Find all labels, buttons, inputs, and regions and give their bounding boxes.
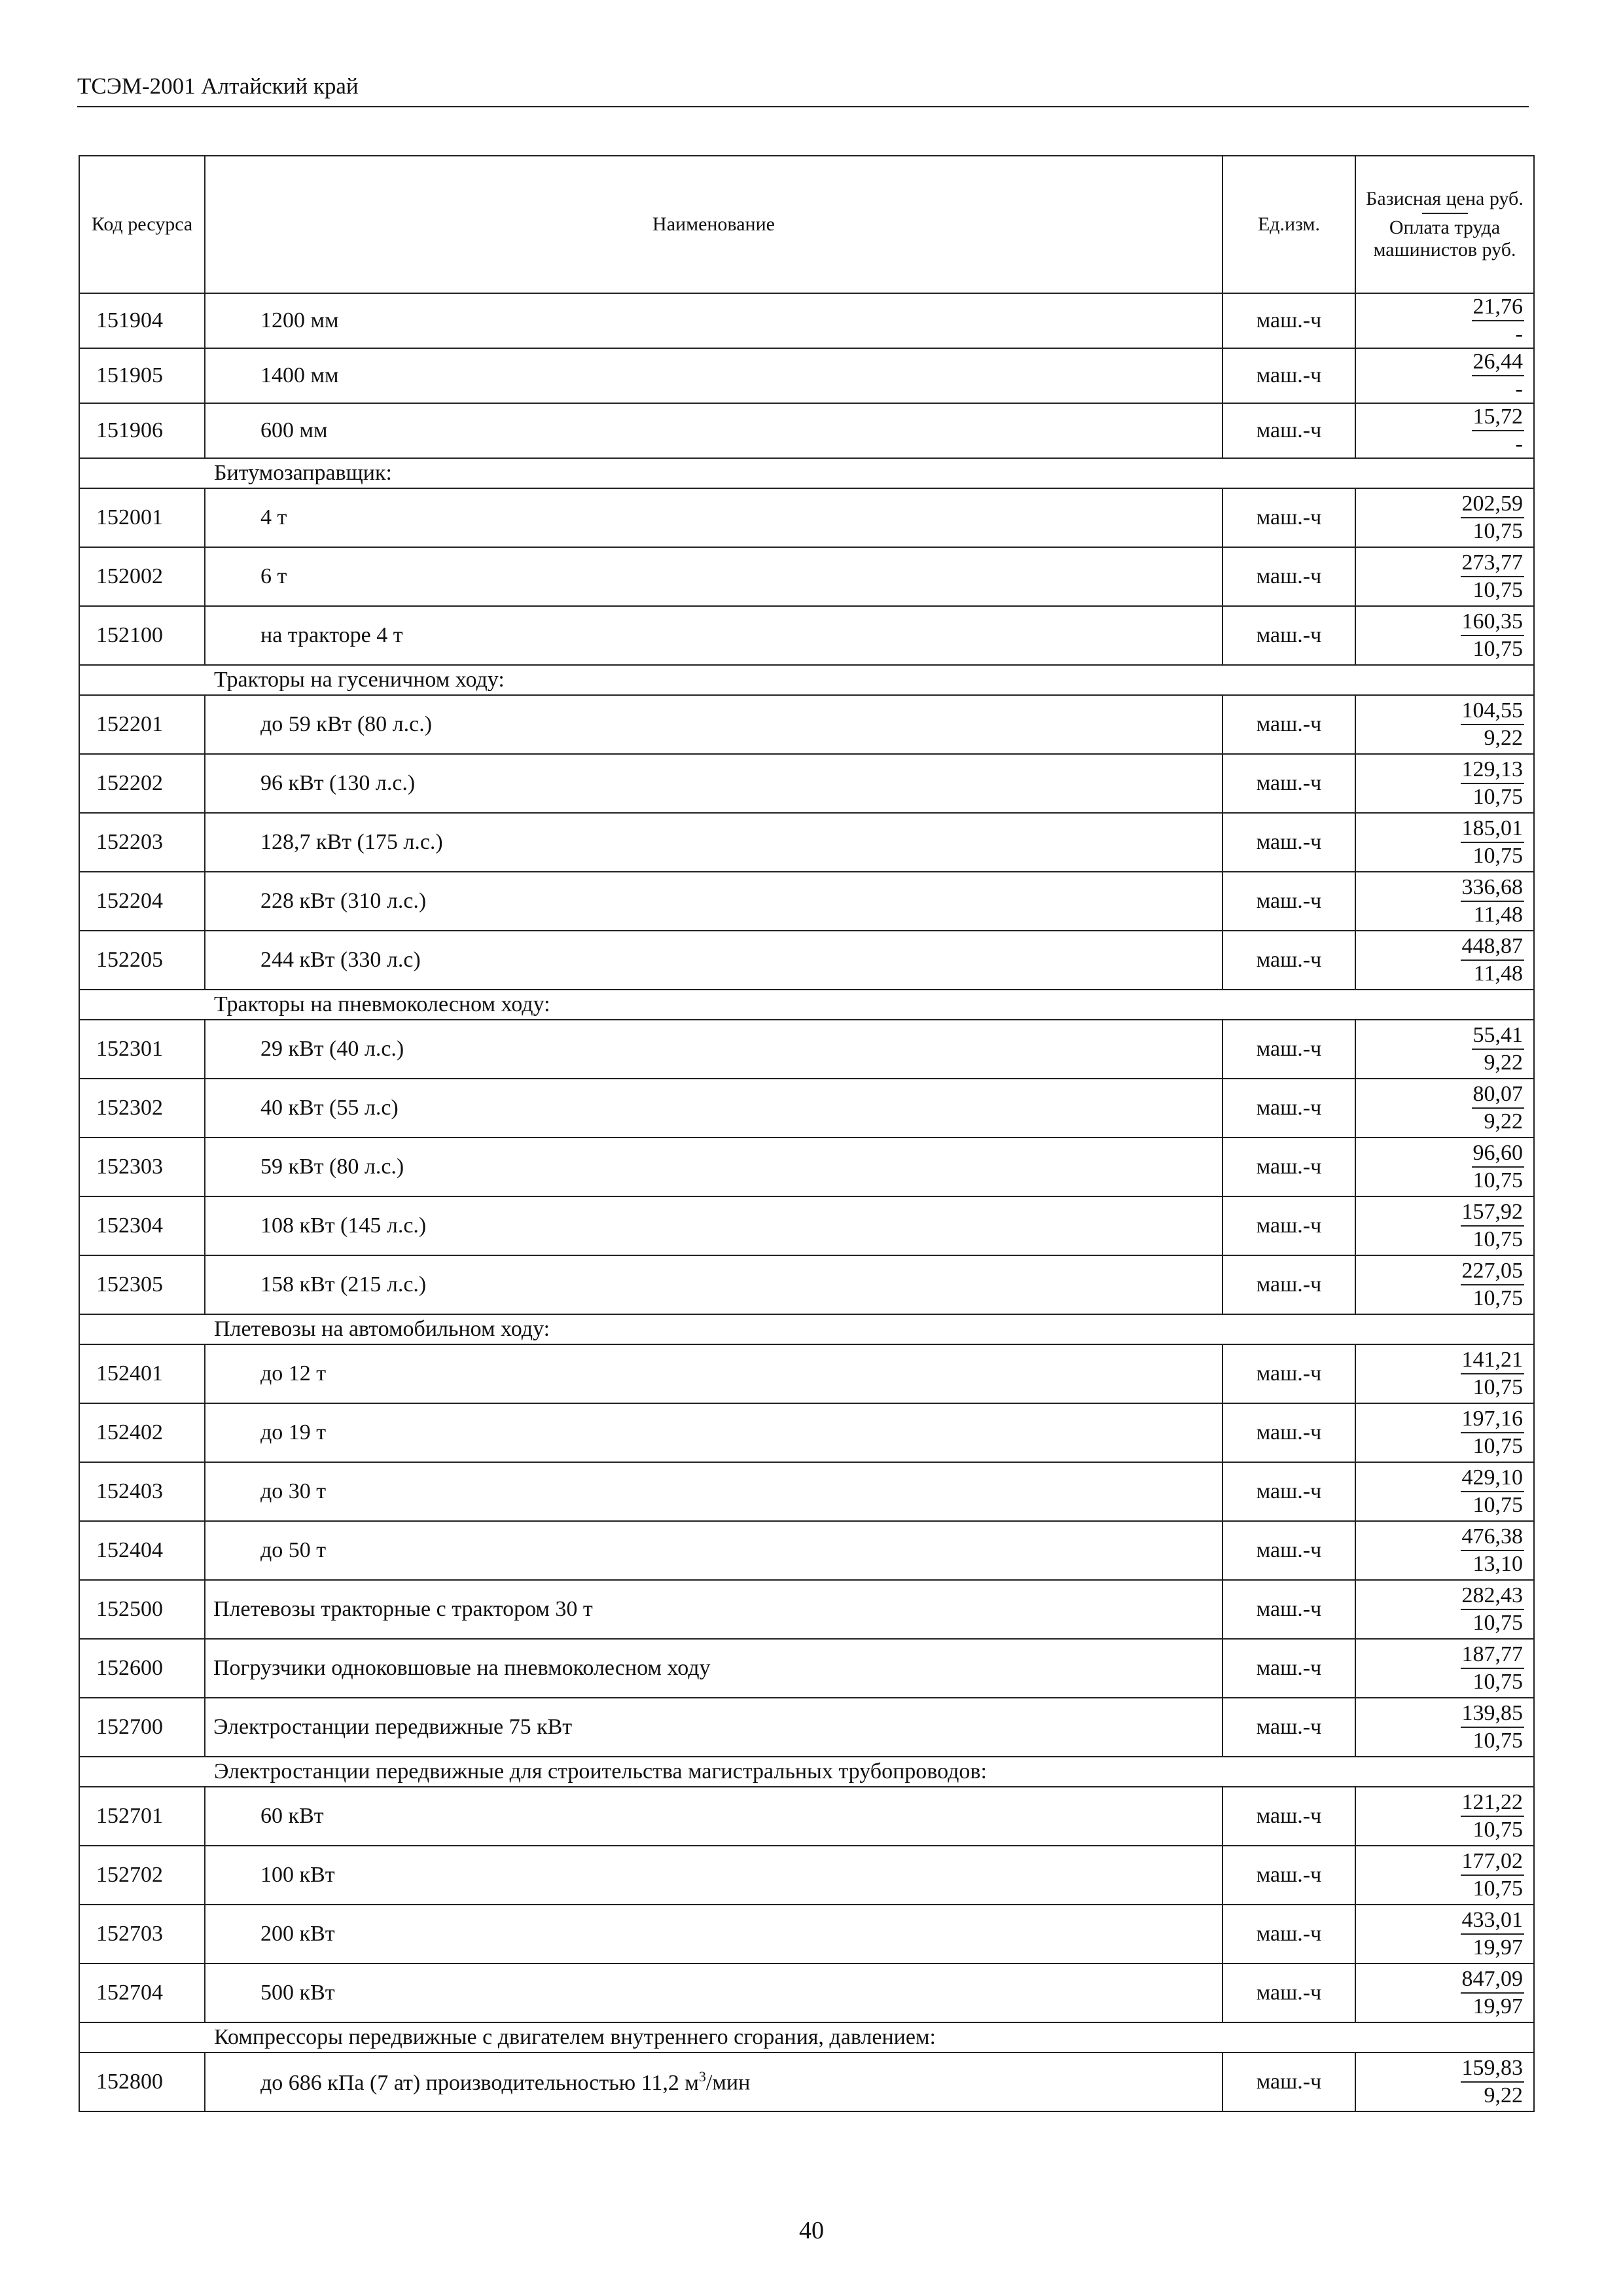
resource-name: 200 кВт [260, 1922, 335, 1946]
price-fraction [1472, 294, 1525, 348]
resource-name: 4 т [260, 505, 287, 529]
base-price: 197,16 [1461, 1406, 1525, 1433]
unit-of-measure: маш.-ч [1222, 488, 1355, 547]
base-price: 448,87 [1461, 933, 1525, 961]
price-cell [1355, 1698, 1534, 1757]
table-row [79, 1905, 1534, 1964]
resource-name-cell [205, 754, 1222, 813]
unit-of-measure: маш.-ч [1222, 1020, 1355, 1079]
resource-name-cell [205, 1905, 1222, 1964]
table-body [79, 293, 1534, 2111]
base-price: 139,85 [1461, 1700, 1525, 1728]
base-price: 202,59 [1461, 491, 1525, 518]
resource-code: 152402 [79, 1403, 205, 1462]
price-fraction [1461, 1258, 1525, 1312]
resource-name-cell [205, 1196, 1222, 1255]
price-cell [1355, 1905, 1534, 1964]
table-row [79, 1846, 1534, 1905]
group-header-row [79, 1314, 1534, 1344]
resource-code: 152304 [79, 1196, 205, 1255]
price-cell [1355, 1403, 1534, 1462]
table-row [79, 813, 1534, 872]
base-price: 433,01 [1461, 1907, 1525, 1935]
price-fraction [1461, 1465, 1525, 1518]
price-cell [1355, 754, 1534, 813]
resource-name-cell [205, 606, 1222, 665]
resource-name: Погрузчики одноковшовые на пневмоколесном ходу [213, 1656, 711, 1680]
price-fraction [1461, 1848, 1525, 1902]
base-price: 336,68 [1461, 874, 1525, 902]
resource-name-cell [205, 1639, 1222, 1698]
resource-code: 152702 [79, 1846, 205, 1905]
price-cell [1355, 1138, 1534, 1196]
resource-name-cell [205, 1462, 1222, 1521]
base-price: 159,83 [1461, 2055, 1525, 2083]
price-fraction [1461, 1966, 1525, 2020]
price-fraction [1472, 404, 1525, 457]
resource-name: до 12 т [260, 1361, 327, 1386]
resource-name-cell [205, 1403, 1222, 1462]
operator-wage: 11,48 [1473, 961, 1523, 986]
resource-name-cell [205, 695, 1222, 754]
table-row [79, 1964, 1534, 2022]
price-cell [1355, 1964, 1534, 2022]
resource-name-cell [205, 1580, 1222, 1639]
table-header-row [79, 156, 1534, 293]
unit-of-measure: маш.-ч [1222, 606, 1355, 665]
table-row [79, 872, 1534, 931]
resource-name: до 50 т [260, 1538, 327, 1562]
column-header-name: Наименование [205, 156, 1222, 293]
price-fraction [1461, 698, 1525, 751]
resource-code: 152800 [79, 2053, 205, 2111]
operator-wage: 10,75 [1472, 1227, 1523, 1251]
unit-of-measure: маш.-ч [1222, 813, 1355, 872]
price-fraction [1461, 1583, 1525, 1636]
price-table [79, 155, 1535, 2112]
price-fraction [1472, 1081, 1525, 1135]
price-cell [1355, 1196, 1534, 1255]
unit-of-measure: маш.-ч [1222, 403, 1355, 458]
price-fraction [1461, 874, 1525, 928]
resource-name: 60 кВт [260, 1804, 324, 1828]
group-title: Битумозаправщик: [79, 458, 1534, 488]
base-price: 80,07 [1472, 1081, 1525, 1109]
base-price: 177,02 [1461, 1848, 1525, 1876]
price-fraction [1461, 1700, 1525, 1754]
unit-of-measure: маш.-ч [1222, 695, 1355, 754]
resource-name-cell [205, 931, 1222, 990]
price-fraction [1472, 349, 1525, 403]
base-price: 141,21 [1461, 1347, 1525, 1374]
resource-name: 108 кВт (145 л.с.) [260, 1213, 427, 1238]
table-row [79, 348, 1534, 403]
resource-code: 151904 [79, 293, 205, 348]
price-cell [1355, 1787, 1534, 1846]
column-header-price [1355, 156, 1534, 293]
table-row [79, 1344, 1534, 1403]
group-header-row [79, 990, 1534, 1020]
group-title: Тракторы на пневмоколесном ходу: [79, 990, 1534, 1020]
price-cell [1355, 403, 1534, 458]
resource-name-cell [205, 293, 1222, 348]
table-row [79, 1698, 1534, 1757]
resource-name: 158 кВт (215 л.с.) [260, 1272, 427, 1297]
price-cell [1355, 1079, 1534, 1138]
resource-name-cell [205, 1344, 1222, 1403]
table-row [79, 1403, 1534, 1462]
price-cell [1355, 488, 1534, 547]
resource-name: до 686 кПа (7 ат) производительностью 11,2 м [260, 2070, 699, 2095]
resource-code: 152303 [79, 1138, 205, 1196]
base-price: 429,10 [1461, 1465, 1525, 1492]
unit-of-measure: маш.-ч [1222, 1787, 1355, 1846]
price-cell [1355, 1020, 1534, 1079]
table-row [79, 1787, 1534, 1846]
base-price: 121,22 [1461, 1789, 1525, 1817]
operator-wage: 10,75 [1472, 1818, 1523, 1842]
price-header-base: Базисная цена руб. [1366, 188, 1524, 209]
resource-code: 152600 [79, 1639, 205, 1698]
price-fraction [1472, 1140, 1525, 1194]
operator-wage: 10,75 [1472, 1729, 1523, 1753]
resource-code: 152703 [79, 1905, 205, 1964]
table-row [79, 1255, 1534, 1314]
group-header-row [79, 2022, 1534, 2053]
table-row [79, 1580, 1534, 1639]
unit-of-measure: маш.-ч [1222, 1521, 1355, 1580]
price-cell [1355, 547, 1534, 606]
table-row [79, 293, 1534, 348]
unit-of-measure: маш.-ч [1222, 931, 1355, 990]
price-fraction [1461, 1641, 1525, 1695]
operator-wage: 19,97 [1472, 1994, 1523, 2018]
resource-code: 152002 [79, 547, 205, 606]
price-fraction [1461, 491, 1525, 545]
resource-name: 100 кВт [260, 1863, 335, 1887]
operator-wage: 10,75 [1472, 637, 1523, 661]
price-cell [1355, 1846, 1534, 1905]
resource-name-cell [205, 348, 1222, 403]
base-price: 847,09 [1461, 1966, 1525, 1994]
group-header-row [79, 458, 1534, 488]
operator-wage: 10,75 [1472, 1876, 1523, 1901]
base-price: 273,77 [1461, 550, 1525, 577]
resource-name: на тракторе 4 т [260, 623, 403, 647]
price-fraction [1461, 550, 1525, 603]
price-cell [1355, 606, 1534, 665]
group-title: Компрессоры передвижные с двигателем внутреннего сгорания, давлением: [79, 2022, 1534, 2053]
operator-wage: 9,22 [1484, 726, 1523, 750]
resource-name: 1400 мм [260, 363, 339, 387]
operator-wage: 10,75 [1472, 1493, 1523, 1517]
page-header [77, 73, 1529, 107]
resource-code: 152302 [79, 1079, 205, 1138]
price-fraction [1472, 1022, 1525, 1076]
resource-code: 152701 [79, 1787, 205, 1846]
resource-name: 600 мм [260, 418, 328, 442]
operator-wage: 10,75 [1472, 785, 1523, 809]
price-header-wage: Оплата труда машинистов руб. [1373, 217, 1516, 260]
unit-of-measure: маш.-ч [1222, 1964, 1355, 2022]
base-price: 187,77 [1461, 1641, 1525, 1669]
price-cell [1355, 1255, 1534, 1314]
operator-wage: 9,22 [1484, 1050, 1523, 1075]
resource-name: 228 кВт (310 л.с.) [260, 889, 427, 913]
table-row [79, 1196, 1534, 1255]
group-header-row [79, 1757, 1534, 1787]
resource-name: 40 кВт (55 л.с) [260, 1096, 399, 1120]
resource-name-cell [205, 2053, 1222, 2111]
resource-code: 151906 [79, 403, 205, 458]
resource-name-cell [205, 1521, 1222, 1580]
operator-wage: 10,75 [1472, 519, 1523, 543]
resource-name: до 59 кВт (80 л.с.) [260, 712, 433, 736]
resource-code: 152201 [79, 695, 205, 754]
resource-code: 152403 [79, 1462, 205, 1521]
resource-name: Электростанции передвижные 75 кВт [213, 1715, 573, 1739]
price-cell [1355, 813, 1534, 872]
price-cell [1355, 1639, 1534, 1698]
resource-name-cell [205, 1020, 1222, 1079]
resource-code: 152301 [79, 1020, 205, 1079]
price-cell [1355, 293, 1534, 348]
table-row [79, 1020, 1534, 1079]
base-price: 185,01 [1461, 816, 1525, 843]
unit-of-measure: маш.-ч [1222, 1079, 1355, 1138]
unit-of-measure: маш.-ч [1222, 1255, 1355, 1314]
resource-name-cell [205, 1255, 1222, 1314]
resource-code: 152202 [79, 754, 205, 813]
base-price: 26,44 [1472, 349, 1525, 376]
resource-code: 151905 [79, 348, 205, 403]
resource-name-cell [205, 1079, 1222, 1138]
table-row [79, 695, 1534, 754]
operator-wage: 9,22 [1484, 2083, 1523, 2108]
resource-code: 152404 [79, 1521, 205, 1580]
unit-of-measure: маш.-ч [1222, 1403, 1355, 1462]
resource-code: 152305 [79, 1255, 205, 1314]
unit-of-measure: маш.-ч [1222, 547, 1355, 606]
table-row [79, 606, 1534, 665]
table-row [79, 488, 1534, 547]
base-price: 55,41 [1472, 1022, 1525, 1050]
unit-of-measure: маш.-ч [1222, 2053, 1355, 2111]
table-row [79, 1521, 1534, 1580]
operator-wage: - [1515, 377, 1523, 401]
resource-code: 152204 [79, 872, 205, 931]
column-header-code: Код ресурса [79, 156, 205, 293]
operator-wage: 13,10 [1472, 1552, 1523, 1576]
price-cell [1355, 2053, 1534, 2111]
column-header-unit: Ед.изм. [1222, 156, 1355, 293]
table-row [79, 547, 1534, 606]
price-fraction [1461, 609, 1525, 662]
price-fraction [1461, 2055, 1525, 2109]
table-row [79, 403, 1534, 458]
resource-name: до 19 т [260, 1420, 327, 1444]
resource-name-cell [205, 1964, 1222, 2022]
price-cell [1355, 695, 1534, 754]
table-row [79, 1462, 1534, 1521]
resource-name: 500 кВт [260, 1981, 335, 2005]
resource-code: 152100 [79, 606, 205, 665]
resource-name-cell [205, 547, 1222, 606]
group-title: Тракторы на гусеничном ходу: [79, 665, 1534, 695]
base-price: 21,76 [1472, 294, 1525, 321]
resource-name-cell [205, 813, 1222, 872]
price-fraction [1461, 933, 1525, 987]
operator-wage: 10,75 [1472, 1375, 1523, 1399]
resource-code: 152700 [79, 1698, 205, 1757]
resource-name: до 30 т [260, 1479, 327, 1503]
table-row [79, 931, 1534, 990]
operator-wage: 10,75 [1472, 578, 1523, 602]
table-row [79, 2053, 1534, 2111]
resource-name-cell [205, 1138, 1222, 1196]
resource-code: 152001 [79, 488, 205, 547]
resource-name: 6 т [260, 564, 287, 588]
unit-of-measure: маш.-ч [1222, 1846, 1355, 1905]
resource-name: 96 кВт (130 л.с.) [260, 771, 416, 795]
resource-name: 29 кВт (40 л.с.) [260, 1037, 404, 1061]
price-fraction [1461, 816, 1525, 869]
unit-of-measure: маш.-ч [1222, 348, 1355, 403]
operator-wage: - [1515, 432, 1523, 456]
price-cell [1355, 1521, 1534, 1580]
unit-of-measure: маш.-ч [1222, 754, 1355, 813]
base-price: 227,05 [1461, 1258, 1525, 1285]
base-price: 160,35 [1461, 609, 1525, 636]
resource-name-cell [205, 488, 1222, 547]
unit-of-measure: маш.-ч [1222, 1196, 1355, 1255]
base-price: 157,92 [1461, 1199, 1525, 1227]
table-row [79, 754, 1534, 813]
resource-name: 128,7 кВт (175 л.с.) [260, 830, 443, 854]
resource-code: 152205 [79, 931, 205, 990]
operator-wage: 19,97 [1472, 1935, 1523, 1960]
price-cell [1355, 348, 1534, 403]
unit-of-measure: маш.-ч [1222, 1639, 1355, 1698]
unit-of-measure: маш.-ч [1222, 1462, 1355, 1521]
group-title: Плетевозы на автомобильном ходу: [79, 1314, 1534, 1344]
group-header-row [79, 665, 1534, 695]
price-fraction [1461, 1347, 1525, 1401]
resource-name: Плетевозы тракторные с трактором 30 т [213, 1597, 593, 1621]
base-price: 96,60 [1472, 1140, 1525, 1168]
unit-of-measure: маш.-ч [1222, 1344, 1355, 1403]
unit-of-measure: маш.-ч [1222, 1698, 1355, 1757]
operator-wage: 10,75 [1472, 1670, 1523, 1694]
resource-name-cell [205, 872, 1222, 931]
operator-wage: - [1515, 322, 1523, 346]
price-fraction [1461, 1789, 1525, 1843]
table-row [79, 1639, 1534, 1698]
price-cell [1355, 872, 1534, 931]
base-price: 104,55 [1461, 698, 1525, 725]
unit-of-measure: маш.-ч [1222, 1905, 1355, 1964]
price-cell [1355, 1580, 1534, 1639]
table-row [79, 1079, 1534, 1138]
price-fraction [1461, 1524, 1525, 1577]
unit-suffix: /мин [705, 2070, 751, 2095]
resource-name-cell [205, 1698, 1222, 1757]
price-cell [1355, 1462, 1534, 1521]
price-fraction [1461, 1199, 1525, 1253]
resource-name: 59 кВт (80 л.с.) [260, 1155, 404, 1179]
table-row [79, 1138, 1534, 1196]
resource-code: 152203 [79, 813, 205, 872]
document-title: ТСЭМ-2001 Алтайский край [77, 73, 359, 99]
operator-wage: 10,75 [1472, 1286, 1523, 1310]
resource-name-cell [205, 1846, 1222, 1905]
resource-name: 244 кВт (330 л.с) [260, 948, 421, 972]
operator-wage: 10,75 [1472, 844, 1523, 868]
price-cell [1355, 931, 1534, 990]
base-price: 282,43 [1461, 1583, 1525, 1610]
resource-name-cell [205, 403, 1222, 458]
base-price: 476,38 [1461, 1524, 1525, 1551]
resource-code: 152704 [79, 1964, 205, 2022]
price-fraction [1461, 1907, 1525, 1961]
page-number: 40 [799, 2217, 824, 2244]
price-header-divider [1422, 213, 1468, 214]
operator-wage: 10,75 [1472, 1168, 1523, 1193]
resource-code: 152401 [79, 1344, 205, 1403]
operator-wage: 9,22 [1484, 1109, 1523, 1134]
base-price: 15,72 [1472, 404, 1525, 431]
operator-wage: 10,75 [1472, 1434, 1523, 1458]
price-fraction [1461, 1406, 1525, 1460]
base-price: 129,13 [1461, 757, 1525, 784]
unit-of-measure: маш.-ч [1222, 1580, 1355, 1639]
price-fraction [1461, 757, 1525, 810]
unit-superscript: 3 [698, 2068, 706, 2085]
price-cell [1355, 1344, 1534, 1403]
resource-code: 152500 [79, 1580, 205, 1639]
unit-of-measure: маш.-ч [1222, 872, 1355, 931]
resource-name-cell [205, 1787, 1222, 1846]
unit-of-measure: маш.-ч [1222, 1138, 1355, 1196]
group-title: Электростанции передвижные для строительства магистральных трубопроводов: [79, 1757, 1534, 1787]
operator-wage: 11,48 [1473, 903, 1523, 927]
unit-of-measure: маш.-ч [1222, 293, 1355, 348]
resource-name: 1200 мм [260, 308, 339, 332]
operator-wage: 10,75 [1472, 1611, 1523, 1635]
